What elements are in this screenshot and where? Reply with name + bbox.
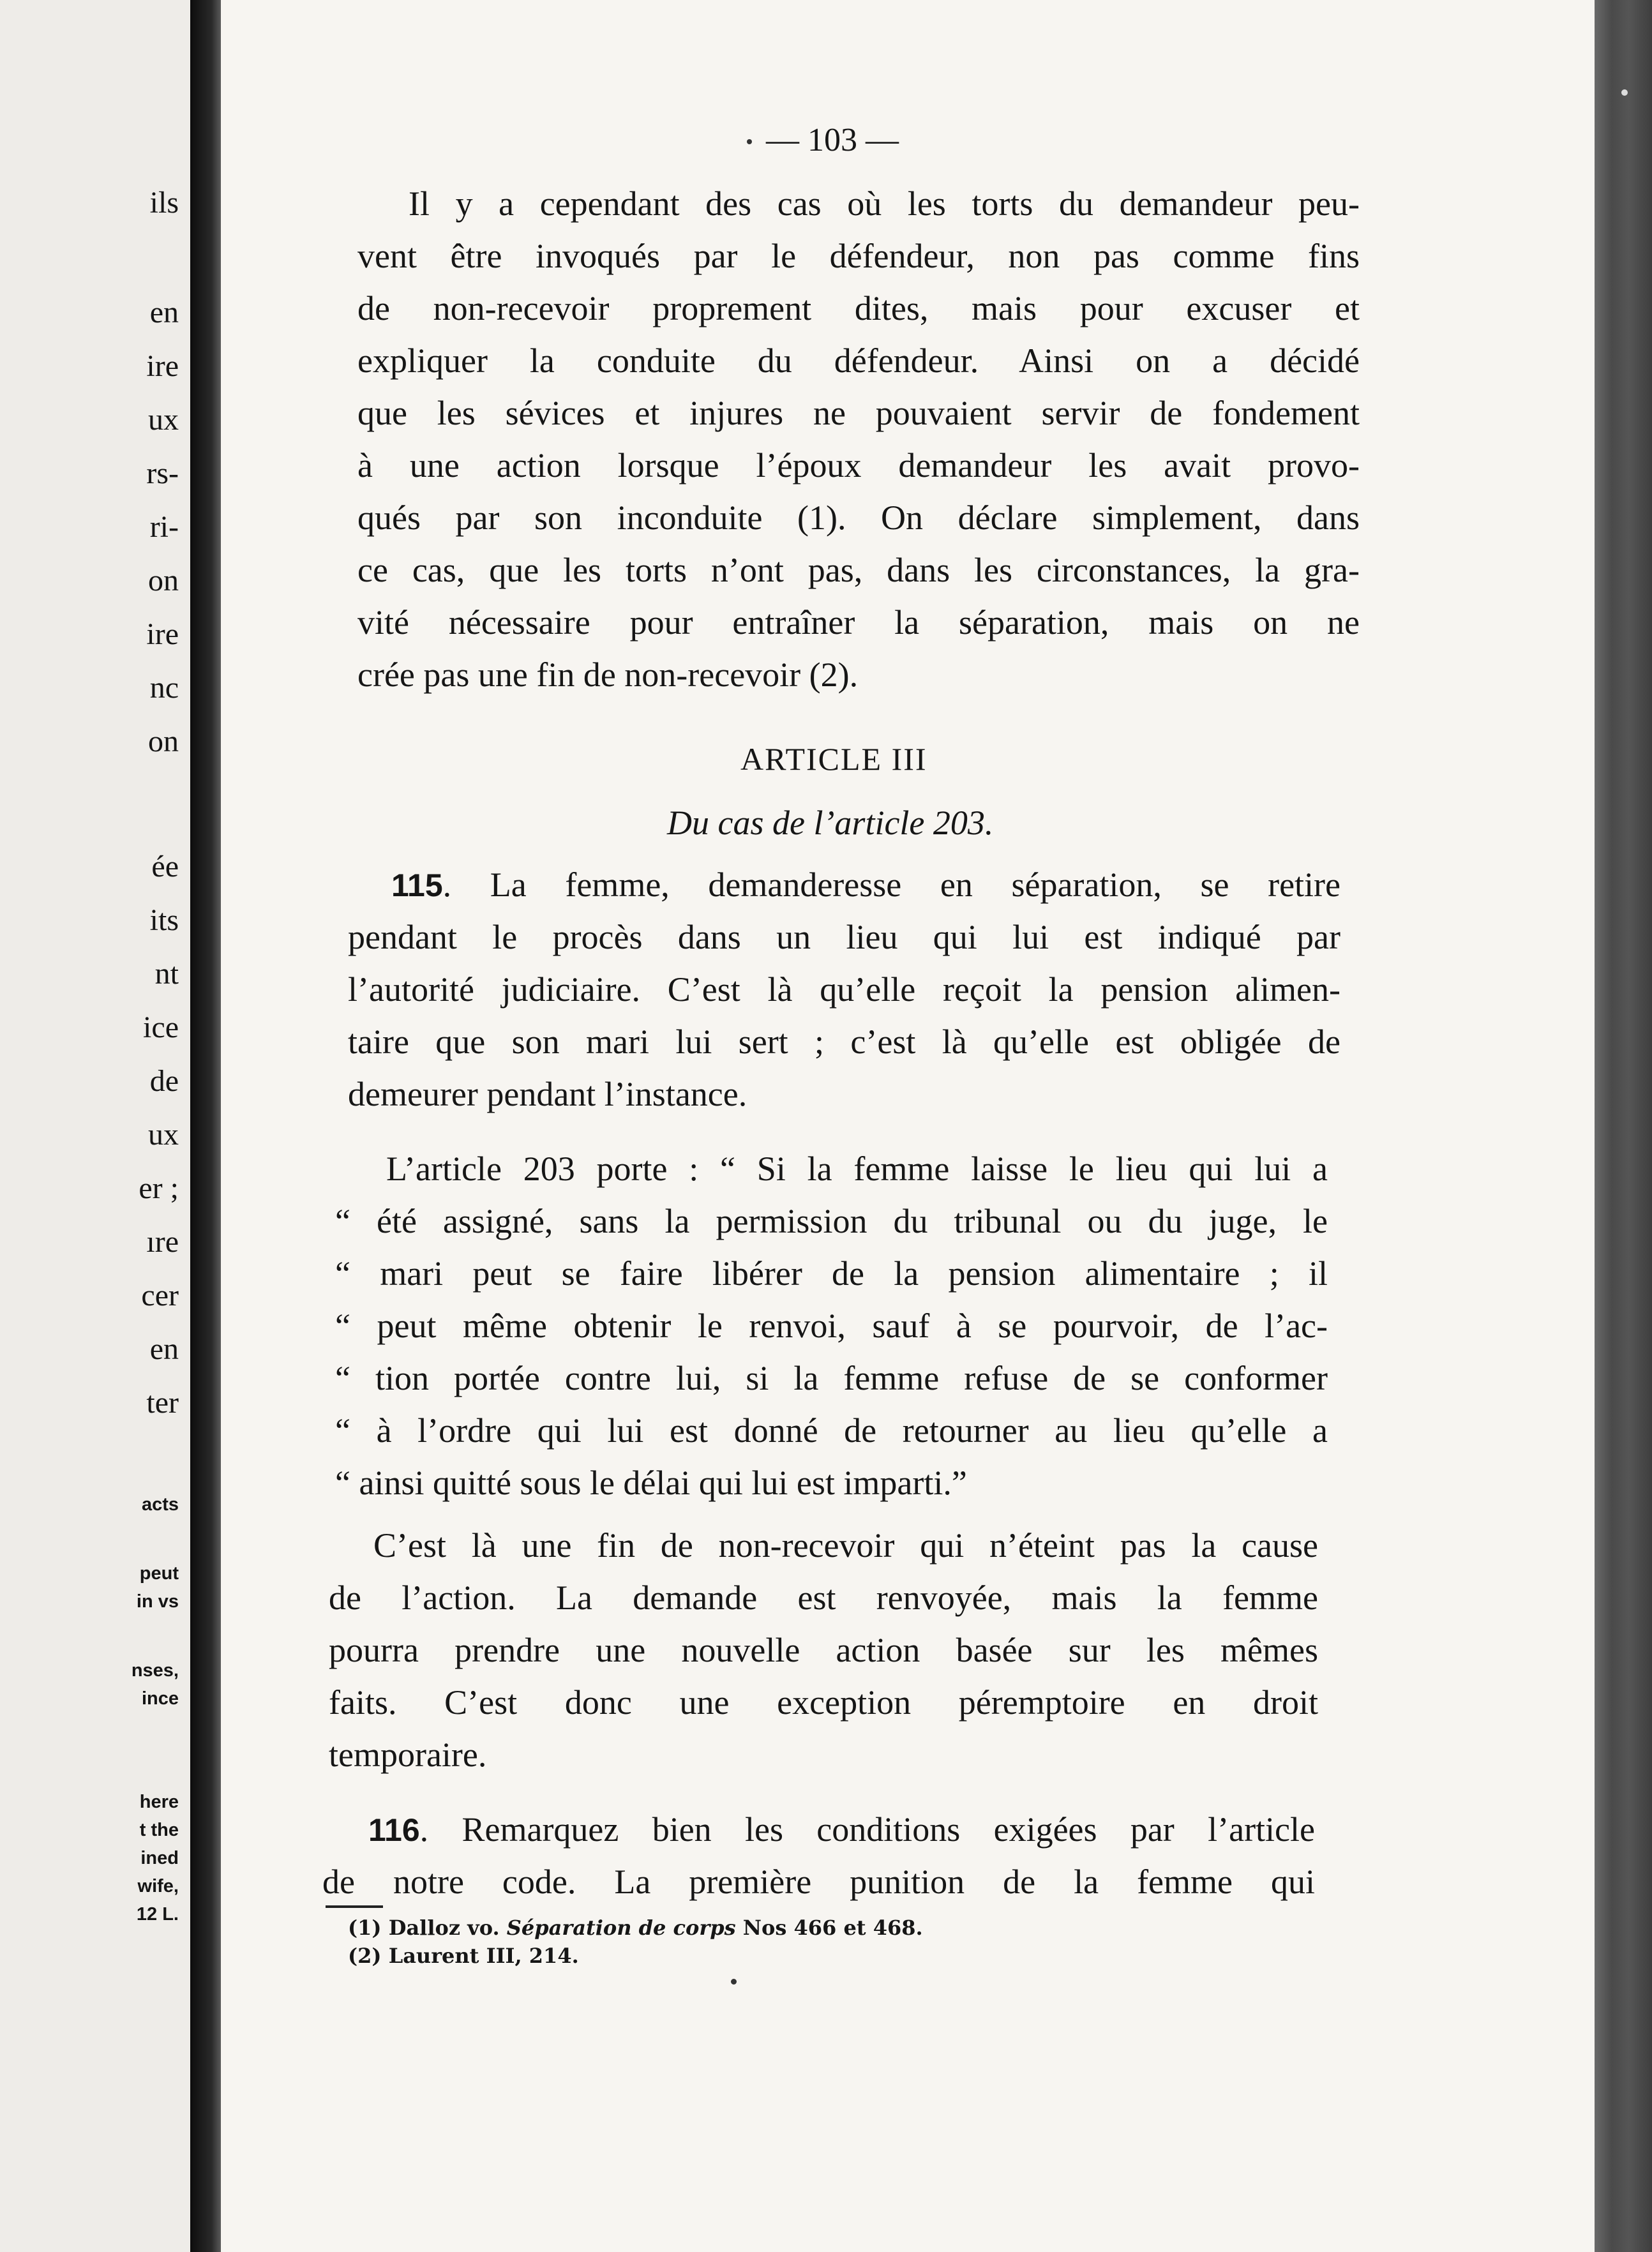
facing-fragment: ıre <box>146 1225 179 1259</box>
article-heading: ARTICLE III <box>740 741 927 777</box>
facing-fragment: its <box>149 903 179 937</box>
facing-fragment: er ; <box>139 1171 179 1205</box>
facing-footnote-fragment: acts <box>141 1494 179 1515</box>
text-line: l’autorité judiciaire. C’est là qu’elle reçoit la pension alimen- <box>348 970 1340 1009</box>
section-text: . Remarquez bien les conditions exigées par l’article <box>419 1810 1315 1849</box>
facing-fragment: rs- <box>146 456 179 490</box>
text-line: taire que son mari lui sert ; c’est là qu’elle est obligée de <box>348 1023 1340 1061</box>
facing-fragment: de <box>149 1064 179 1098</box>
text-line: pourra prendre une nouvelle action basée sur les mêmes <box>329 1631 1318 1669</box>
paragraph-quotation <box>335 1143 1328 1509</box>
scan-speck <box>747 139 752 144</box>
footnote-text: Laurent III, 214. <box>388 1944 579 1968</box>
section-116 <box>322 1803 1315 1908</box>
facing-fragment: ils <box>149 186 179 220</box>
footnote-marker: (1) <box>348 1916 382 1940</box>
footnotes <box>348 1914 923 1970</box>
facing-fragment: en <box>149 296 179 329</box>
text-line: demeurer pendant l’instance. <box>348 1075 747 1113</box>
text-line <box>348 859 1340 911</box>
text-line: de l’action. La demande est renvoyée, mais la femme <box>329 1579 1318 1617</box>
text-line: vent être invoqués par le défendeur, non pas comme fins <box>357 237 1360 275</box>
text-line: “ été assigné, sans la permission du tribunal ou du juge, le <box>335 1202 1328 1240</box>
facing-fragment: nt <box>154 957 179 991</box>
text-line: “ peut même obtenir le renvoi, sauf à se pourvoir, de l’ac- <box>335 1307 1328 1345</box>
facing-footnote-fragment: t the <box>139 1820 179 1840</box>
facing-fragment: ice <box>143 1010 179 1044</box>
section-text: . La femme, demanderesse en séparation, se retire <box>442 866 1340 904</box>
section-number: 116 <box>368 1812 420 1848</box>
facing-fragment: ée <box>151 850 179 883</box>
section-115 <box>348 859 1340 1120</box>
page-number: — 103 — <box>766 122 899 158</box>
text-line: “ à l’ordre qui lui est donné de retourner au lieu qu’elle a <box>335 1411 1328 1450</box>
facing-fragment: on <box>148 564 179 597</box>
facing-fragment: en <box>149 1332 179 1366</box>
facing-footnote-fragment: nses, <box>131 1660 179 1681</box>
text-line: L’article 203 porte : “ Si la femme laisse le lieu qui lui a <box>386 1150 1328 1188</box>
text-line: “ ainsi quitté sous le délai qui lui est imparti.” <box>335 1464 967 1502</box>
text-line: expliquer la conduite du défendeur. Ainsi on a décidé <box>357 342 1360 380</box>
facing-fragment: cer <box>141 1279 179 1312</box>
facing-fragment: ux <box>148 403 179 437</box>
text-line: de non-recevoir proprement dites, mais pour excuser et <box>357 289 1360 327</box>
scan-speck <box>1621 89 1628 96</box>
text-line: à une action lorsque l’époux demandeur les avait provo- <box>357 446 1360 484</box>
facing-fragment: on <box>148 724 179 758</box>
facing-footnote-fragment: here <box>139 1792 179 1812</box>
footnote-title: Séparation de corps <box>506 1916 736 1940</box>
facing-footnote-fragment: in vs <box>136 1591 179 1612</box>
footnote-rule <box>326 1905 383 1908</box>
scan-speck <box>731 1979 737 1985</box>
facing-footnote-fragment: ined <box>140 1848 179 1868</box>
page-stack-edge <box>1595 0 1652 2252</box>
footnote <box>348 1942 923 1970</box>
facing-fragment: ri- <box>149 510 179 544</box>
facing-page-edge <box>0 0 190 2252</box>
footnote <box>348 1914 923 1942</box>
text-line: que les sévices et injures ne pouvaient servir de fondement <box>357 394 1360 432</box>
text-line: ce cas, que les torts n’ont pas, dans les circonstances, la gra- <box>357 551 1360 589</box>
text-line: crée pas une fin de non-recevoir (2). <box>357 656 859 694</box>
facing-footnote-fragment: wife, <box>137 1876 179 1896</box>
text-line: qués par son inconduite (1). On déclare simplement, dans <box>357 499 1360 537</box>
text-line: de notre code. La première punition de la femme qui <box>322 1863 1315 1901</box>
facing-footnote-fragment: peut <box>139 1563 179 1584</box>
text-line: pendant le procès dans un lieu qui lui est indiqué par <box>348 918 1340 956</box>
text-line: vité nécessaire pour entraîner la séparation, mais on ne <box>357 603 1360 642</box>
paragraph <box>357 177 1360 701</box>
footnote-text: Dalloz vo. <box>388 1916 507 1940</box>
article-subheading: Du cas de l’article 203. <box>667 804 994 842</box>
text-line: Il y a cependant des cas où les torts du demandeur peu- <box>409 184 1360 223</box>
facing-footnote-fragment: 12 L. <box>136 1904 179 1925</box>
facing-fragment: ire <box>146 349 179 383</box>
text-line: “ mari peut se faire libérer de la pension alimentaire ; il <box>335 1254 1328 1293</box>
text-line: C’est là une fin de non-recevoir qui n’éteint pas la cause <box>373 1526 1318 1565</box>
footnote-text: Nos 466 et 468. <box>735 1916 923 1940</box>
text-line: “ tion portée contre lui, si la femme refuse de se conformer <box>335 1359 1328 1397</box>
paragraph <box>329 1519 1318 1781</box>
text-line: faits. C’est donc une exception péremptoire en droit <box>329 1683 1318 1722</box>
footnote-marker: (2) <box>348 1944 382 1968</box>
text-line: temporaire. <box>329 1736 487 1774</box>
facing-fragment: nc <box>149 671 179 705</box>
section-number: 115 <box>391 867 443 903</box>
facing-fragment: ter <box>146 1386 179 1420</box>
facing-fragment: ire <box>146 617 179 651</box>
facing-footnote-fragment: ince <box>141 1688 179 1709</box>
facing-fragment: ux <box>148 1118 179 1152</box>
text-line <box>322 1803 1315 1856</box>
book-gutter <box>190 0 221 2252</box>
